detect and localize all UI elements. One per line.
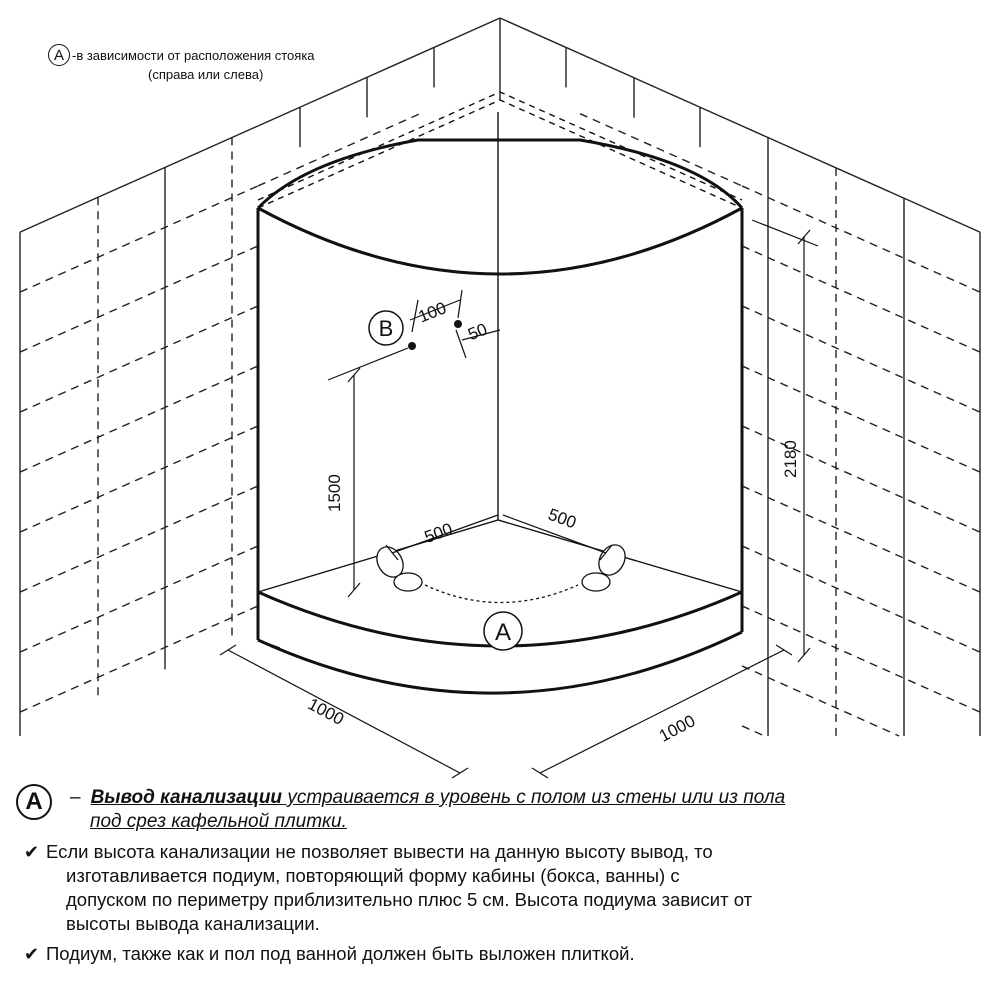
legend — [16, 786, 986, 966]
bullet1-line1: Если высота канализации не позволяет вывести на данную высоту вывод, то — [46, 841, 713, 862]
marker-b-label: B — [378, 316, 394, 341]
tile-line — [20, 426, 258, 532]
tile-line — [20, 186, 258, 292]
dim-b-offset-x: 100 — [415, 298, 450, 327]
tile-line — [258, 114, 420, 186]
riser-position-note — [48, 44, 408, 83]
marker-a — [484, 612, 522, 650]
check-icon: ✔ — [24, 842, 40, 862]
legend-text-rest: устраивается в уровень с полом из стены или из пола — [282, 787, 786, 808]
dim-width-right: 1000 — [655, 711, 699, 746]
shower-cabin — [258, 92, 742, 693]
note-line-1: -в зависимости от расположения стояка — [72, 47, 315, 63]
legend-marker: A — [16, 784, 52, 820]
legend-item-a — [16, 786, 986, 834]
dim-left-depth: 500 — [421, 519, 456, 547]
dim-width-left: 1000 — [304, 694, 348, 729]
tile-line — [742, 606, 980, 712]
drain-outlets — [372, 540, 631, 602]
dimension-labels — [305, 298, 800, 745]
tile-line — [742, 186, 980, 292]
tile-line — [580, 114, 742, 186]
tile-line — [742, 486, 980, 592]
tile-line — [742, 246, 980, 352]
tile-line — [742, 726, 765, 736]
dim-total-height: 2180 — [781, 440, 800, 478]
bullet1-line3: допуском по периметру приблизительно плюс 5 см. Высота подиума зависит от — [66, 889, 753, 910]
tile-line — [20, 366, 258, 472]
note-marker: A — [48, 44, 70, 66]
bullet1-line4: высоты вывода канализации. — [66, 913, 320, 934]
tile-line — [20, 606, 258, 712]
bullet2-text: Подиум, также как и пол под ванной должен быть выложен плиткой. — [46, 943, 635, 964]
tile-line — [20, 546, 258, 652]
marker-b — [369, 311, 403, 345]
tile-line — [20, 306, 258, 412]
tile-line — [20, 246, 258, 352]
dim-right-depth: 500 — [545, 504, 579, 533]
dim-b-height: 1500 — [325, 474, 344, 512]
check-icon: ✔ — [24, 944, 40, 964]
bullet-podium-height — [16, 840, 986, 936]
dimension-lines — [220, 220, 818, 778]
tile-line — [742, 546, 980, 652]
tile-line — [742, 666, 899, 736]
note-line-2: (справа или слева) — [148, 67, 264, 82]
legend-bold-text: Вывод канализации — [90, 787, 283, 808]
tile-line — [742, 426, 980, 532]
tile-line — [20, 486, 258, 592]
outlet-b-dots — [408, 320, 462, 350]
dim-b-offset-y: 50 — [465, 319, 490, 345]
legend-dash: – — [70, 787, 81, 808]
bullet-podium-tiles — [16, 942, 986, 966]
tile-line — [500, 18, 980, 232]
tile-line — [742, 306, 980, 412]
marker-a-label: A — [494, 619, 512, 646]
tile-line — [742, 366, 980, 472]
bullet1-line2: изготавливается подиум, повторяющий форму кабины (бокса, ванны) с — [66, 865, 680, 886]
legend-line-2: под срез кафельной плитки. — [90, 811, 347, 832]
